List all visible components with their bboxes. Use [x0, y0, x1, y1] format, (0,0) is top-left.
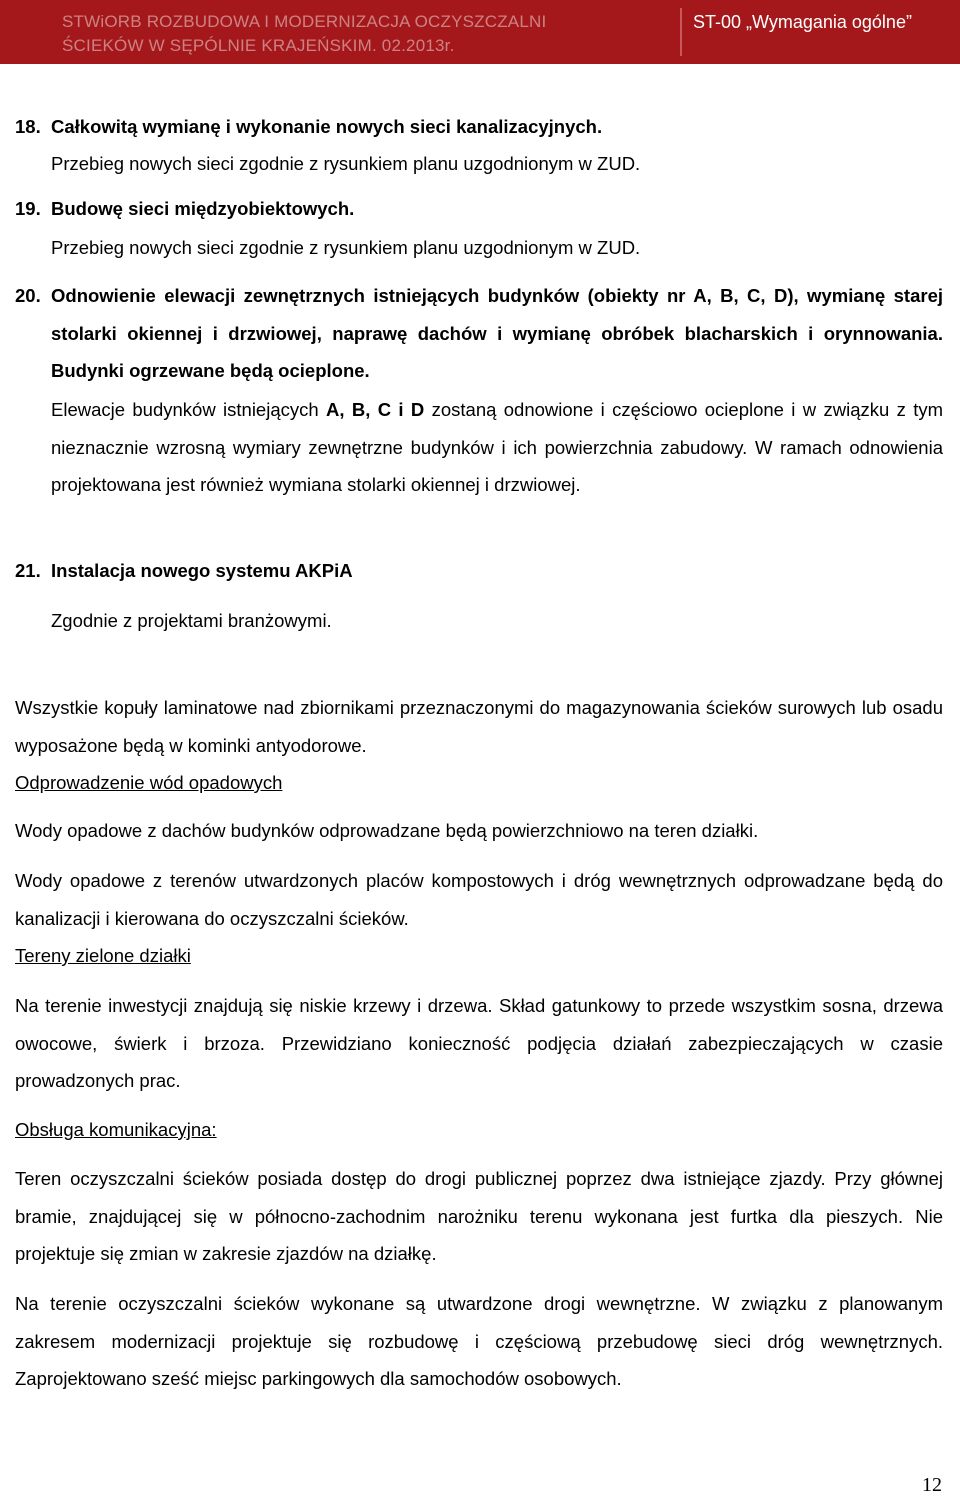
item-title-20: Odnowienie elewacji zewnętrznych istniejących budynków (obiekty nr A, B, C, D), wymianę starej stolarki okiennej i drzwiowej, naprawę dachów i wymianę obróbek blacharskich i orynnowania. Budynki ogrzewane będą ocieplone. — [51, 285, 943, 381]
item-text-19: Przebieg nowych sieci zgodnie z rysunkiem planu uzgodnionym w ZUD. — [51, 237, 641, 258]
paragraph-tereny: Na terenie inwestycji znajdują się niskie krzewy i drzewa. Skład gatunkowy to przede wszystkim sosna, drzewa owocowe, świerk i brzoza. Przewidziano konieczność podjęcia działań zabezpieczających w czasie prowadzonych prac. — [15, 995, 943, 1091]
item-text-18: Przebieg nowych sieci zgodnie z rysunkiem planu uzgodnionym w ZUD. — [51, 153, 641, 174]
paragraph-wody-2: Wody opadowe z terenów utwardzonych placów kompostowych i dróg wewnętrznych odprowadzane będą do kanalizacji i kierowana do oczyszczalni ścieków. — [15, 870, 943, 929]
item-text-20-bold: A, B, C i D — [326, 399, 425, 420]
item-text-21: Zgodnie z projektami branżowymi. — [51, 610, 332, 631]
item-number-18: 18. — [15, 116, 41, 137]
spec-code: ST-00 „Wymagania ogólne” — [693, 12, 912, 32]
heading-odprowadzenie: Odprowadzenie wód opadowych — [15, 772, 283, 793]
page-number: 12 — [922, 1474, 942, 1496]
document-title-line2: ŚCIEKÓW W SĘPÓLNIE KRAJEŃSKIM. 02.2013r. — [62, 36, 455, 55]
heading-obsluga: Obsługa komunikacyjna: — [15, 1119, 217, 1140]
heading-tereny: Tereny zielone działki — [15, 945, 191, 966]
item-title-19: Budowę sieci międzyobiektowych. — [51, 198, 355, 219]
item-text-20-b: zostaną odnowione i częściowo ocieplone i w związku z tym nieznacznie wzrosną wymiary zewnętrzne budynków i ich powierzchnia zabudowy. W ramach odnowienia projektowana jest również wymiana stolarki okiennej i drzwiowej. — [51, 399, 944, 495]
item-text-20-a: Elewacje budynków istniejących — [51, 399, 327, 420]
page-header — [0, 0, 960, 64]
item-number-20: 20. — [15, 285, 41, 306]
item-number-21: 21. — [15, 560, 41, 581]
document-title-line1: STWiORB ROZBUDOWA I MODERNIZACJA OCZYSZCZALNI — [62, 12, 547, 31]
item-text-20 — [51, 391, 943, 504]
header-divider — [680, 8, 682, 56]
paragraph-wody-1: Wody opadowe z dachów budynków odprowadzane będą powierzchniowo na teren działki. — [15, 820, 759, 841]
document-title — [62, 10, 546, 58]
item-number-19: 19. — [15, 198, 41, 219]
paragraph-obsluga-1: Teren oczyszczalni ścieków posiada dostęp do drogi publicznej poprzez dwa istniejące zjazdy. Przy głównej bramie, znajdującej się w północno-zachodnim narożniku terenu wykonana jest furtka dla pieszych. Nie projektuje się zmian w zakresie zjazdów na działkę. — [15, 1168, 943, 1264]
item-title-18: Całkowitą wymianę i wykonanie nowych sieci kanalizacyjnych. — [51, 116, 603, 137]
paragraph-kopuly: Wszystkie kopuły laminatowe nad zbiornikami przeznaczonymi do magazynowania ścieków surowych lub osadu wyposażone będą w kominki antyodorowe. — [15, 697, 943, 756]
paragraph-obsluga-2: Na terenie oczyszczalni ścieków wykonane są utwardzone drogi wewnętrzne. W związku z planowanym zakresem modernizacji projektuje się rozbudowę i częściową przebudowę sieci dróg wewnętrznych. Zaprojektowano sześć miejsc parkingowych dla samochodów osobowych. — [15, 1293, 943, 1389]
item-title-21: Instalacja nowego systemu AKPiA — [51, 560, 353, 581]
